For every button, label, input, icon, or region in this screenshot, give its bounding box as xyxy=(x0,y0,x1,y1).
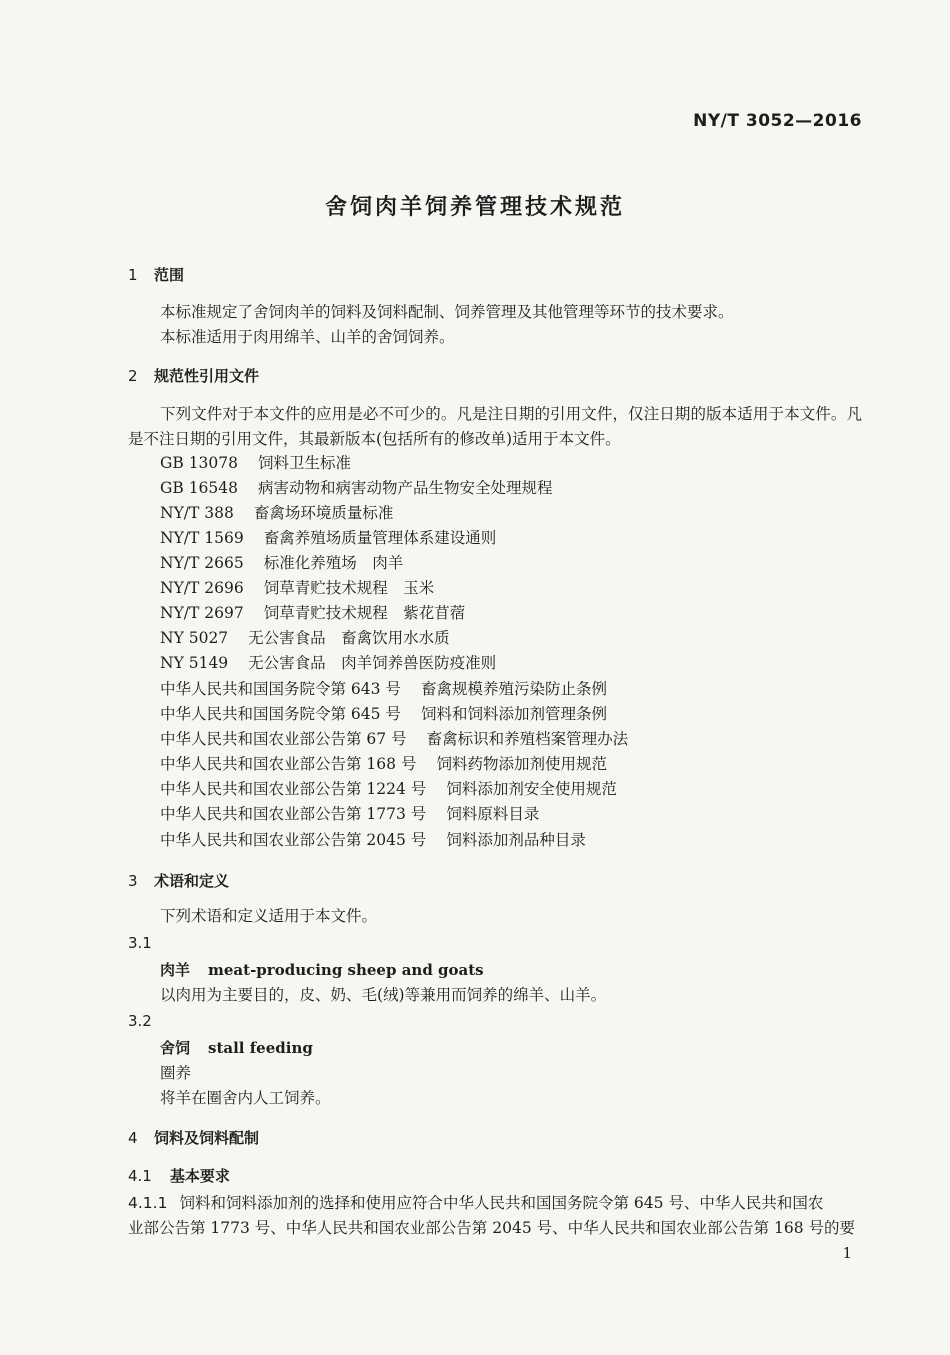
reference-title: 饲料添加剂安全使用规范 xyxy=(446,780,617,798)
section-heading-2 xyxy=(128,365,259,386)
reference-title: 饲料药物添加剂使用规范 xyxy=(436,755,607,773)
reference-code: 中华人民共和国农业部公告第 168 号 xyxy=(160,755,417,773)
reference-item xyxy=(160,727,628,749)
reference-title: 饲料原料目录 xyxy=(446,805,540,823)
term-number: 3.2 xyxy=(128,1012,152,1030)
section-heading-4 xyxy=(128,1127,259,1148)
term-alias: 圈养 xyxy=(160,1064,192,1082)
section-title: 术语和定义 xyxy=(154,872,230,890)
reference-title: 无公害食品 畜禽饮用水水质 xyxy=(248,629,450,647)
reference-title: 标准化养殖场 肉羊 xyxy=(263,554,404,572)
reference-item xyxy=(160,451,351,473)
section-number: 2 xyxy=(128,367,138,385)
reference-item xyxy=(160,828,586,850)
term-zh: 舍饲 xyxy=(160,1039,191,1057)
scope-paragraph-1: 本标准规定了舍饲肉羊的饲料及饲料配制、饲养管理及其他管理等环节的技术要求。 xyxy=(160,303,734,321)
references-intro: 下列文件对于本文件的应用是必不可少的。凡是注日期的引用文件，仅注日期的版本适用于本文件。凡是不注日期的引用文件，其最新版本(包括所有的修改单)适用于本文件。 xyxy=(128,405,862,448)
reference-title: 畜禽养殖场质量管理体系建设通则 xyxy=(263,529,497,547)
section-heading-3 xyxy=(128,870,229,891)
reference-item xyxy=(160,702,607,724)
reference-title: 饲草青贮技术规程 玉米 xyxy=(263,579,435,597)
reference-item xyxy=(160,526,496,548)
reference-item xyxy=(160,476,553,498)
reference-item xyxy=(160,601,465,623)
reference-item xyxy=(160,626,450,648)
reference-code: 中华人民共和国农业部公告第 67 号 xyxy=(160,730,407,748)
reference-title: 病害动物和病害动物产品生物安全处理规程 xyxy=(258,479,553,497)
term-en: stall feeding xyxy=(208,1039,313,1057)
subsection-heading xyxy=(128,1165,230,1186)
reference-title: 饲料卫生标准 xyxy=(258,454,352,472)
section-number: 4 xyxy=(128,1129,138,1147)
section-title: 范围 xyxy=(154,266,185,284)
page-number: 1 xyxy=(842,1244,852,1262)
reference-code: GB 13078 xyxy=(160,454,239,472)
term-definition: 将羊在圈舍内人工饲养。 xyxy=(160,1089,331,1107)
reference-code: 中华人民共和国国务院令第 645 号 xyxy=(160,705,401,723)
reference-code: NY/T 388 xyxy=(160,504,234,522)
section-number: 3 xyxy=(128,872,138,890)
reference-title: 畜禽规模养殖污染防止条例 xyxy=(420,680,607,698)
subsection-title: 基本要求 xyxy=(169,1167,230,1185)
clause-number: 4.1.1 xyxy=(128,1194,168,1212)
section-heading-1 xyxy=(128,264,184,285)
reference-title: 畜禽场环境质量标准 xyxy=(253,504,394,522)
term-number: 3.1 xyxy=(128,934,152,952)
reference-title: 饲料添加剂品种目录 xyxy=(446,831,586,849)
section-title: 饲料及饲料配制 xyxy=(154,1129,260,1147)
clause-text: 饲料和饲料添加剂的选择和使用应符合中华人民共和国国务院令第 645 号、中华人民共和国农 xyxy=(179,1194,824,1212)
clause-line-2: 业部公告第 1773 号、中华人民共和国农业部公告第 2045 号、中华人民共和国农业部公告第 168 号的要 xyxy=(128,1219,856,1237)
section-number: 1 xyxy=(128,266,138,284)
document-title: 舍饲肉羊饲养管理技术规范 xyxy=(324,195,625,220)
reference-code: 中华人民共和国农业部公告第 1224 号 xyxy=(160,780,427,798)
term-heading xyxy=(160,959,484,980)
reference-item xyxy=(160,777,617,799)
reference-code: NY/T 2697 xyxy=(160,604,244,622)
reference-code: NY/T 2696 xyxy=(160,579,244,597)
reference-title: 饲料和饲料添加剂管理条例 xyxy=(420,705,607,723)
reference-code: NY 5149 xyxy=(160,654,229,672)
section-title: 规范性引用文件 xyxy=(154,367,260,385)
reference-item xyxy=(160,752,607,774)
reference-item xyxy=(160,501,393,523)
reference-code: GB 16548 xyxy=(160,479,239,497)
reference-code: NY/T 2665 xyxy=(160,554,244,572)
terms-intro: 下列术语和定义适用于本文件。 xyxy=(160,907,378,925)
term-en: meat-producing sheep and goats xyxy=(208,961,484,979)
reference-item xyxy=(160,802,539,824)
reference-code: 中华人民共和国国务院令第 643 号 xyxy=(160,680,401,698)
term-zh: 肉羊 xyxy=(160,961,191,979)
reference-code: 中华人民共和国农业部公告第 1773 号 xyxy=(160,805,427,823)
reference-title: 无公害食品 肉羊饲养兽医防疫准则 xyxy=(248,654,497,672)
standard-number: NY/T 3052—2016 xyxy=(693,111,862,131)
reference-code: NY 5027 xyxy=(160,629,229,647)
subsection-number: 4.1 xyxy=(128,1167,152,1185)
term-heading xyxy=(160,1037,313,1058)
reference-item xyxy=(160,651,496,673)
reference-code: NY/T 1569 xyxy=(160,529,244,547)
reference-code: 中华人民共和国农业部公告第 2045 号 xyxy=(160,831,427,849)
scope-paragraph-2: 本标准适用于肉用绵羊、山羊的舍饲饲养。 xyxy=(160,328,455,346)
reference-item xyxy=(160,677,607,699)
reference-item xyxy=(160,551,403,573)
reference-title: 饲草青贮技术规程 紫花苜蓿 xyxy=(263,604,466,622)
term-definition: 以肉用为主要目的，皮、奶、毛(绒)等兼用而饲养的绵羊、山羊。 xyxy=(160,986,607,1004)
reference-title: 畜禽标识和养殖档案管理办法 xyxy=(426,730,629,748)
reference-item xyxy=(160,576,434,598)
clause-line-1 xyxy=(128,1191,823,1216)
